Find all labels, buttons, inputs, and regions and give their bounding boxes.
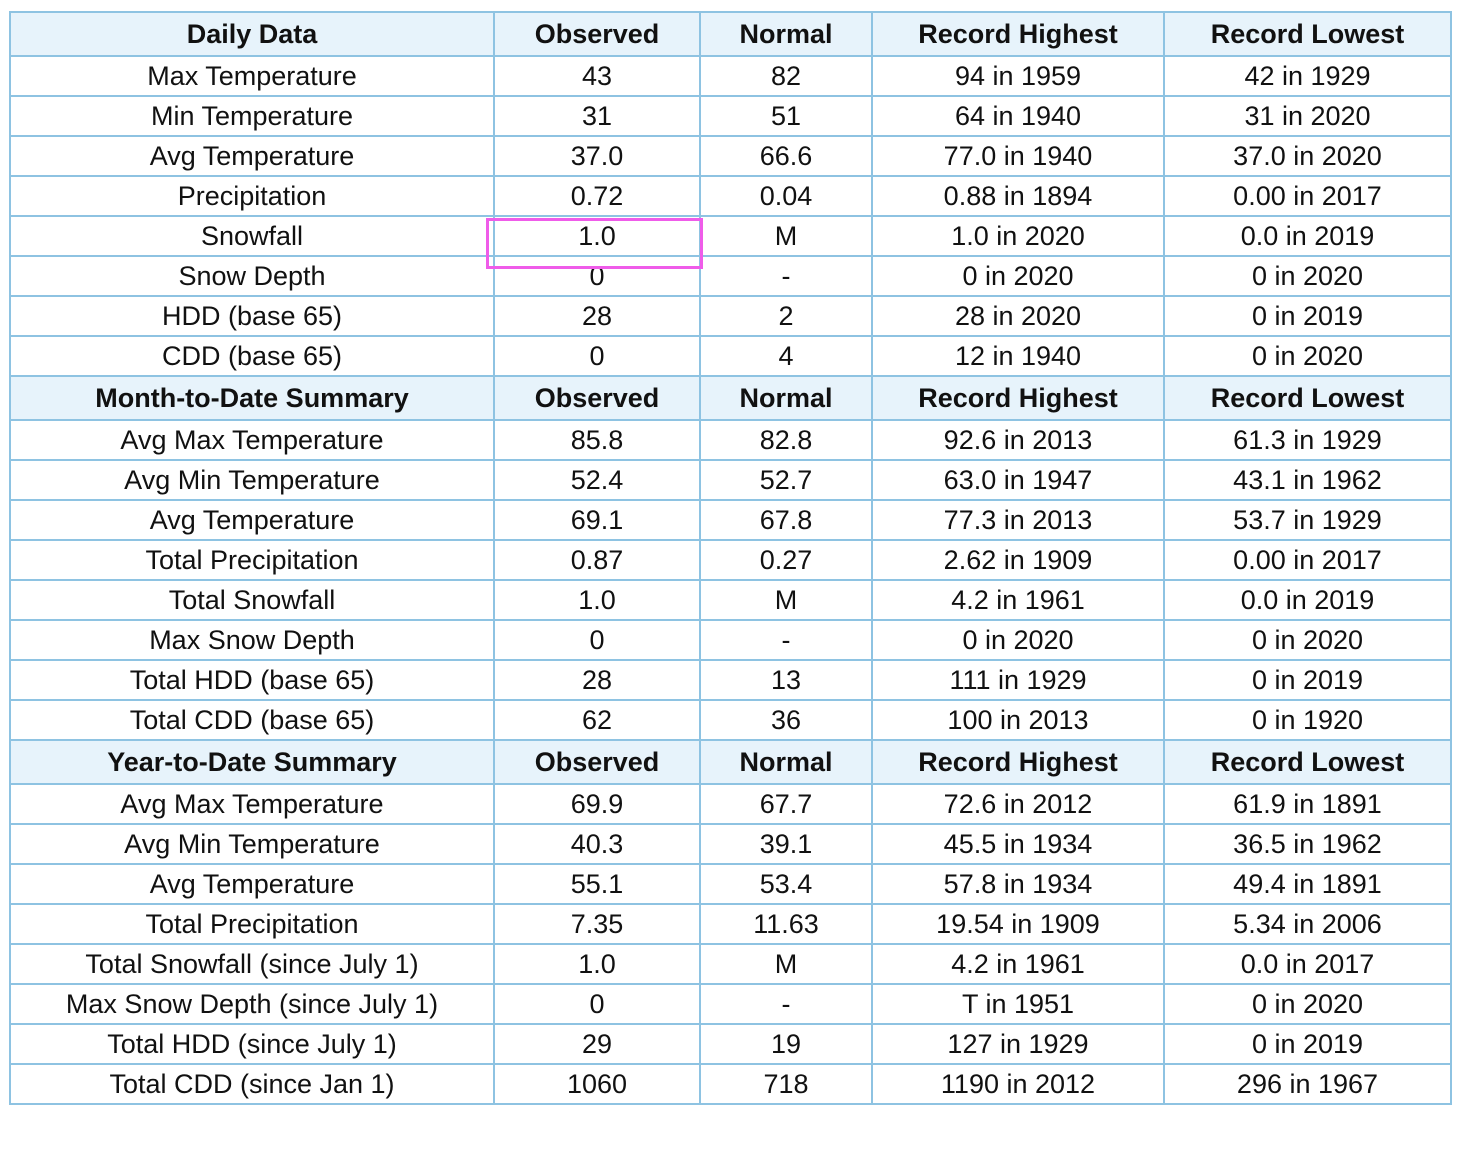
cell-observed: 69.1 bbox=[494, 500, 700, 540]
cell-record-lowest: 42 in 1929 bbox=[1164, 56, 1451, 96]
cell-observed: 7.35 bbox=[494, 904, 700, 944]
row-label: Total HDD (base 65) bbox=[10, 660, 494, 700]
cell-observed: 0.72 bbox=[494, 176, 700, 216]
section-title: Daily Data bbox=[10, 12, 494, 56]
cell-normal: 718 bbox=[700, 1064, 872, 1104]
row-label: Total HDD (since July 1) bbox=[10, 1024, 494, 1064]
cell-record-highest: 0 in 2020 bbox=[872, 620, 1164, 660]
table-row bbox=[10, 984, 1451, 1024]
cell-normal: 19 bbox=[700, 1024, 872, 1064]
cell-record-highest: 4.2 in 1961 bbox=[872, 944, 1164, 984]
table-row bbox=[10, 500, 1451, 540]
section-title: Year-to-Date Summary bbox=[10, 740, 494, 784]
cell-observed: 29 bbox=[494, 1024, 700, 1064]
row-label: Avg Max Temperature bbox=[10, 420, 494, 460]
cell-observed: 52.4 bbox=[494, 460, 700, 500]
cell-record-lowest: 0 in 2020 bbox=[1164, 984, 1451, 1024]
climate-data-table bbox=[9, 11, 1452, 1105]
cell-observed: 31 bbox=[494, 96, 700, 136]
cell-observed: 0 bbox=[494, 984, 700, 1024]
cell-record-highest: 1190 in 2012 bbox=[872, 1064, 1164, 1104]
cell-normal: 51 bbox=[700, 96, 872, 136]
cell-record-lowest: 0.00 in 2017 bbox=[1164, 540, 1451, 580]
cell-record-highest: 45.5 in 1934 bbox=[872, 824, 1164, 864]
column-header-normal: Normal bbox=[700, 12, 872, 56]
cell-record-highest: 2.62 in 1909 bbox=[872, 540, 1164, 580]
table-row bbox=[10, 1024, 1451, 1064]
table-row bbox=[10, 460, 1451, 500]
cell-record-highest: 77.0 in 1940 bbox=[872, 136, 1164, 176]
cell-normal: 4 bbox=[700, 336, 872, 376]
cell-normal: - bbox=[700, 256, 872, 296]
row-label: Avg Min Temperature bbox=[10, 824, 494, 864]
cell-observed: 0 bbox=[494, 620, 700, 660]
row-label: Avg Temperature bbox=[10, 864, 494, 904]
cell-observed: 1.0 bbox=[494, 216, 700, 256]
cell-observed: 40.3 bbox=[494, 824, 700, 864]
cell-record-lowest: 31 in 2020 bbox=[1164, 96, 1451, 136]
column-header-record-lowest: Record Lowest bbox=[1164, 740, 1451, 784]
cell-record-lowest: 0.0 in 2017 bbox=[1164, 944, 1451, 984]
cell-observed: 85.8 bbox=[494, 420, 700, 460]
row-label: HDD (base 65) bbox=[10, 296, 494, 336]
cell-record-lowest: 0.0 in 2019 bbox=[1164, 580, 1451, 620]
cell-record-lowest: 0 in 2020 bbox=[1164, 256, 1451, 296]
cell-record-lowest: 5.34 in 2006 bbox=[1164, 904, 1451, 944]
cell-normal: 66.6 bbox=[700, 136, 872, 176]
cell-normal: 39.1 bbox=[700, 824, 872, 864]
cell-record-lowest: 296 in 1967 bbox=[1164, 1064, 1451, 1104]
cell-observed: 0 bbox=[494, 256, 700, 296]
table-row bbox=[10, 216, 1451, 256]
cell-observed: 1060 bbox=[494, 1064, 700, 1104]
cell-observed: 1.0 bbox=[494, 580, 700, 620]
cell-normal: - bbox=[700, 984, 872, 1024]
cell-record-lowest: 0 in 2020 bbox=[1164, 620, 1451, 660]
table-row bbox=[10, 540, 1451, 580]
table-row bbox=[10, 824, 1451, 864]
row-label: Total CDD (since Jan 1) bbox=[10, 1064, 494, 1104]
column-header-record-highest: Record Highest bbox=[872, 12, 1164, 56]
cell-normal: 53.4 bbox=[700, 864, 872, 904]
cell-observed: 43 bbox=[494, 56, 700, 96]
row-label: Avg Max Temperature bbox=[10, 784, 494, 824]
cell-normal: 52.7 bbox=[700, 460, 872, 500]
cell-record-highest: 1.0 in 2020 bbox=[872, 216, 1164, 256]
cell-record-lowest: 0 in 2019 bbox=[1164, 296, 1451, 336]
cell-observed: 28 bbox=[494, 660, 700, 700]
cell-record-highest: 100 in 2013 bbox=[872, 700, 1164, 740]
cell-record-lowest: 61.9 in 1891 bbox=[1164, 784, 1451, 824]
cell-record-lowest: 0 in 2019 bbox=[1164, 660, 1451, 700]
cell-normal: 2 bbox=[700, 296, 872, 336]
cell-record-highest: 64 in 1940 bbox=[872, 96, 1164, 136]
cell-observed: 37.0 bbox=[494, 136, 700, 176]
table-row bbox=[10, 580, 1451, 620]
section-header-row bbox=[10, 12, 1451, 56]
cell-normal: 11.63 bbox=[700, 904, 872, 944]
section-title: Month-to-Date Summary bbox=[10, 376, 494, 420]
cell-record-lowest: 37.0 in 2020 bbox=[1164, 136, 1451, 176]
cell-record-lowest: 0 in 2019 bbox=[1164, 1024, 1451, 1064]
column-header-observed: Observed bbox=[494, 740, 700, 784]
table-row bbox=[10, 256, 1451, 296]
cell-normal: - bbox=[700, 620, 872, 660]
cell-record-highest: 12 in 1940 bbox=[872, 336, 1164, 376]
row-label: Precipitation bbox=[10, 176, 494, 216]
cell-normal: M bbox=[700, 216, 872, 256]
column-header-record-lowest: Record Lowest bbox=[1164, 376, 1451, 420]
cell-normal: 13 bbox=[700, 660, 872, 700]
row-label: Total CDD (base 65) bbox=[10, 700, 494, 740]
row-label: Snowfall bbox=[10, 216, 494, 256]
table-row bbox=[10, 784, 1451, 824]
cell-normal: 67.8 bbox=[700, 500, 872, 540]
table-row bbox=[10, 620, 1451, 660]
cell-observed: 0 bbox=[494, 336, 700, 376]
row-label: Max Snow Depth (since July 1) bbox=[10, 984, 494, 1024]
cell-record-highest: 4.2 in 1961 bbox=[872, 580, 1164, 620]
cell-record-lowest: 0.00 in 2017 bbox=[1164, 176, 1451, 216]
cell-record-highest: 63.0 in 1947 bbox=[872, 460, 1164, 500]
row-label: Snow Depth bbox=[10, 256, 494, 296]
table-row bbox=[10, 176, 1451, 216]
cell-record-lowest: 0.0 in 2019 bbox=[1164, 216, 1451, 256]
cell-normal: 82.8 bbox=[700, 420, 872, 460]
row-label: Avg Temperature bbox=[10, 136, 494, 176]
cell-record-lowest: 53.7 in 1929 bbox=[1164, 500, 1451, 540]
column-header-observed: Observed bbox=[494, 12, 700, 56]
column-header-record-highest: Record Highest bbox=[872, 376, 1164, 420]
cell-record-highest: 57.8 in 1934 bbox=[872, 864, 1164, 904]
cell-record-highest: T in 1951 bbox=[872, 984, 1164, 1024]
row-label: Min Temperature bbox=[10, 96, 494, 136]
table-body bbox=[10, 12, 1451, 1104]
table-row bbox=[10, 1064, 1451, 1104]
table-row bbox=[10, 336, 1451, 376]
cell-normal: 82 bbox=[700, 56, 872, 96]
cell-observed: 1.0 bbox=[494, 944, 700, 984]
row-label: Avg Temperature bbox=[10, 500, 494, 540]
cell-observed: 55.1 bbox=[494, 864, 700, 904]
table-row bbox=[10, 700, 1451, 740]
table-row bbox=[10, 96, 1451, 136]
cell-normal: M bbox=[700, 944, 872, 984]
cell-observed: 28 bbox=[494, 296, 700, 336]
cell-normal: 0.27 bbox=[700, 540, 872, 580]
cell-record-lowest: 43.1 in 1962 bbox=[1164, 460, 1451, 500]
row-label: Max Temperature bbox=[10, 56, 494, 96]
cell-record-highest: 111 in 1929 bbox=[872, 660, 1164, 700]
cell-record-highest: 19.54 in 1909 bbox=[872, 904, 1164, 944]
column-header-record-highest: Record Highest bbox=[872, 740, 1164, 784]
cell-record-lowest: 61.3 in 1929 bbox=[1164, 420, 1451, 460]
column-header-record-lowest: Record Lowest bbox=[1164, 12, 1451, 56]
cell-record-highest: 127 in 1929 bbox=[872, 1024, 1164, 1064]
cell-record-highest: 72.6 in 2012 bbox=[872, 784, 1164, 824]
table-row bbox=[10, 660, 1451, 700]
table-row bbox=[10, 296, 1451, 336]
cell-record-highest: 92.6 in 2013 bbox=[872, 420, 1164, 460]
section-header-row bbox=[10, 376, 1451, 420]
column-header-observed: Observed bbox=[494, 376, 700, 420]
column-header-normal: Normal bbox=[700, 376, 872, 420]
table-row bbox=[10, 136, 1451, 176]
cell-record-lowest: 49.4 in 1891 bbox=[1164, 864, 1451, 904]
table-row bbox=[10, 56, 1451, 96]
cell-observed: 62 bbox=[494, 700, 700, 740]
cell-observed: 69.9 bbox=[494, 784, 700, 824]
cell-record-lowest: 0 in 1920 bbox=[1164, 700, 1451, 740]
cell-record-highest: 0.88 in 1894 bbox=[872, 176, 1164, 216]
table-row bbox=[10, 944, 1451, 984]
row-label: Avg Min Temperature bbox=[10, 460, 494, 500]
table-row bbox=[10, 420, 1451, 460]
column-header-normal: Normal bbox=[700, 740, 872, 784]
table-row bbox=[10, 864, 1451, 904]
cell-record-highest: 94 in 1959 bbox=[872, 56, 1164, 96]
cell-observed: 0.87 bbox=[494, 540, 700, 580]
cell-normal: 36 bbox=[700, 700, 872, 740]
cell-record-highest: 0 in 2020 bbox=[872, 256, 1164, 296]
row-label: Total Snowfall (since July 1) bbox=[10, 944, 494, 984]
row-label: Max Snow Depth bbox=[10, 620, 494, 660]
cell-normal: 67.7 bbox=[700, 784, 872, 824]
table-row bbox=[10, 904, 1451, 944]
row-label: Total Snowfall bbox=[10, 580, 494, 620]
cell-record-lowest: 36.5 in 1962 bbox=[1164, 824, 1451, 864]
row-label: CDD (base 65) bbox=[10, 336, 494, 376]
cell-normal: M bbox=[700, 580, 872, 620]
cell-record-lowest: 0 in 2020 bbox=[1164, 336, 1451, 376]
cell-record-highest: 77.3 in 2013 bbox=[872, 500, 1164, 540]
section-header-row bbox=[10, 740, 1451, 784]
cell-normal: 0.04 bbox=[700, 176, 872, 216]
climate-table-container bbox=[9, 11, 1452, 1105]
row-label: Total Precipitation bbox=[10, 540, 494, 580]
cell-record-highest: 28 in 2020 bbox=[872, 296, 1164, 336]
row-label: Total Precipitation bbox=[10, 904, 494, 944]
